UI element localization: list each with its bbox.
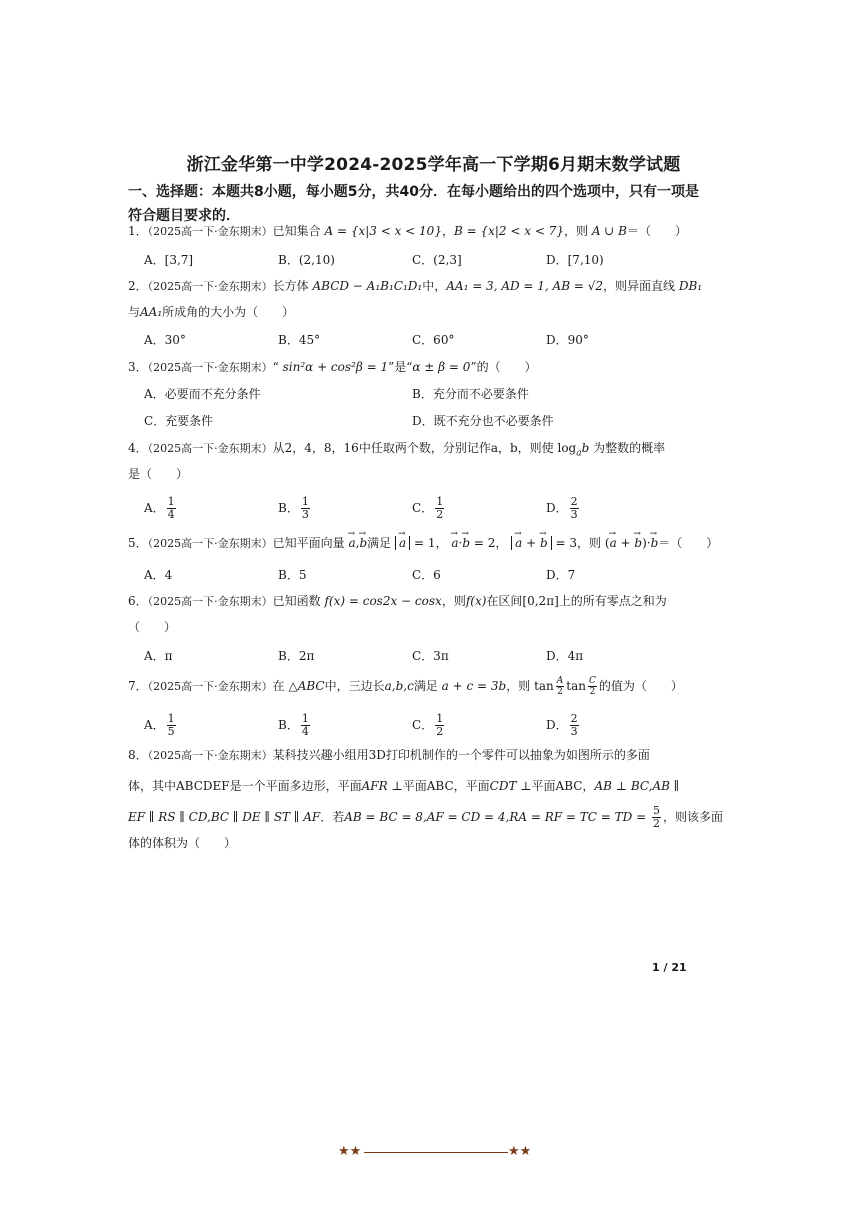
page-number: 1 / 21 [652,961,687,974]
section-heading: 一、选择题：本题共8小题，每小题5分，共40分．在每小题给出的四个选项中，只有一项是符合题目要求的． [128,184,699,224]
q7-option-c: C． $\frac{1}{2}$ [412,712,444,738]
q2-option-b: B．45° [278,333,321,347]
q5-option-d: D．7 [546,568,576,582]
question-8-line-1: 8．（2025高一下·金东期末）某科技兴趣小组用3D打印机制作的一个零件可以抽象为如图所示的多面 [128,748,650,762]
q6-option-b: B．2π [278,649,315,663]
question-4-line-1: 4．（2025高一下·金东期末）从2，4，8，16中任取两个数，分别记作a，b，则使 $\log_ab$ 为整数的概率 [128,441,666,459]
question-8-line-3: EF ∥ RS ∥ CD,BC ∥ DE ∥ ST ∥ AF．若AB = BC = 8,AF = CD = 4,RA = RF = TC = TD = $\frac{5}{2}$ ，则该多面 [128,804,724,830]
q2-option-c: C．60° [412,333,455,347]
question-3: 3．（2025高一下·金东期末）“ sin²α + cos²β = 1”是“α ± β = 0”的（ ） [128,360,537,374]
question-8-line-4: 体的体积为（ ） [128,836,237,850]
q7-option-b: B． $\frac{1}{4}$ [278,712,309,738]
question-6-line-1: 6．（2025高一下·金东期末）已知函数 f(x) = cos2x − cosx，则f(x)在区间[0,2π]上的所有零点之和为 [128,594,667,608]
q1-option-d: D．[7,10) [546,253,604,267]
q4-option-b: B． $\frac{1}{3}$ [278,495,309,521]
q4-option-c: C． $\frac{1}{2}$ [412,495,444,521]
q3-option-a: A．必要而不充分条件 [144,387,261,401]
q3-option-b: B．充分而不必要条件 [412,387,529,401]
q5-option-b: B．5 [278,568,307,582]
q6-option-c: C．3π [412,649,449,663]
q7-option-d: D． $\frac{2}{3}$ [546,712,578,738]
page-title: 浙江金华第一中学2024-2025学年高一下学期6月期末数学试题 [186,155,681,175]
q1-option-c: C．(2,3] [412,253,462,267]
q5-option-a: A．4 [144,568,173,582]
footer-rule [364,1152,508,1153]
question-4-line-2: 是（ ） [128,467,189,481]
footer-ornament [338,1142,534,1162]
q5-option-c: C．6 [412,568,441,582]
q6-option-a: A．π [144,649,173,663]
q4-option-a: A． $\frac{1}{4}$ [144,495,175,521]
question-6-line-2: （ ） [128,620,177,634]
question-8-line-2: 体，其中ABCDEF是一个平面多边形，平面AFR ⊥平面ABC，平面CDT ⊥平面ABC，AB ⊥ BC,AB ∥ [128,779,680,793]
question-2-line-2: 与AA₁所成角的大小为（ ） [128,305,295,319]
q3-option-d: D．既不充分也不必要条件 [412,414,554,428]
question-1: 1．（2025高一下·金东期末）已知集合 A = {x|3 < x < 10}，B = {x|2 < x < 7}，则 A ∪ B＝（ ） [128,224,687,238]
q2-option-d: D．90° [546,333,589,347]
q1-option-a: A．[3,7] [144,253,194,267]
q2-option-a: A．30° [144,333,186,347]
q3-option-c: C．充要条件 [144,414,214,428]
star-icon: ★★ [338,1144,362,1159]
q7-option-a: A． $\frac{1}{5}$ [144,712,175,738]
q1-option-b: B．(2,10) [278,253,335,267]
question-7: 7．（2025高一下·金东期末）在 △ABC中，三边长a,b,c满足 a + c = 3b，则 tan $\frac{A}{2}$ tan $\frac{C}{2}$ 的值为（ ） [128,676,683,697]
star-icon: ★★ [508,1144,532,1159]
q6-option-d: D．4π [546,649,584,663]
question-5: 5．（2025高一下·金东期末）已知平面向量 → a,→ b满足 → a = 1， → a·→ b = 2， → a + → b = 3，则 (→ a + → b)·→ b＝（ ） [128,530,698,557]
q4-option-d: D． $\frac{2}{3}$ [546,495,578,521]
question-2-line-1: 2．（2025高一下·金东期末）长方体 ABCD − A₁B₁C₁D₁中，AA₁ = 3, AD = 1, AB = √2，则异面直线 DB₁ [128,279,703,293]
